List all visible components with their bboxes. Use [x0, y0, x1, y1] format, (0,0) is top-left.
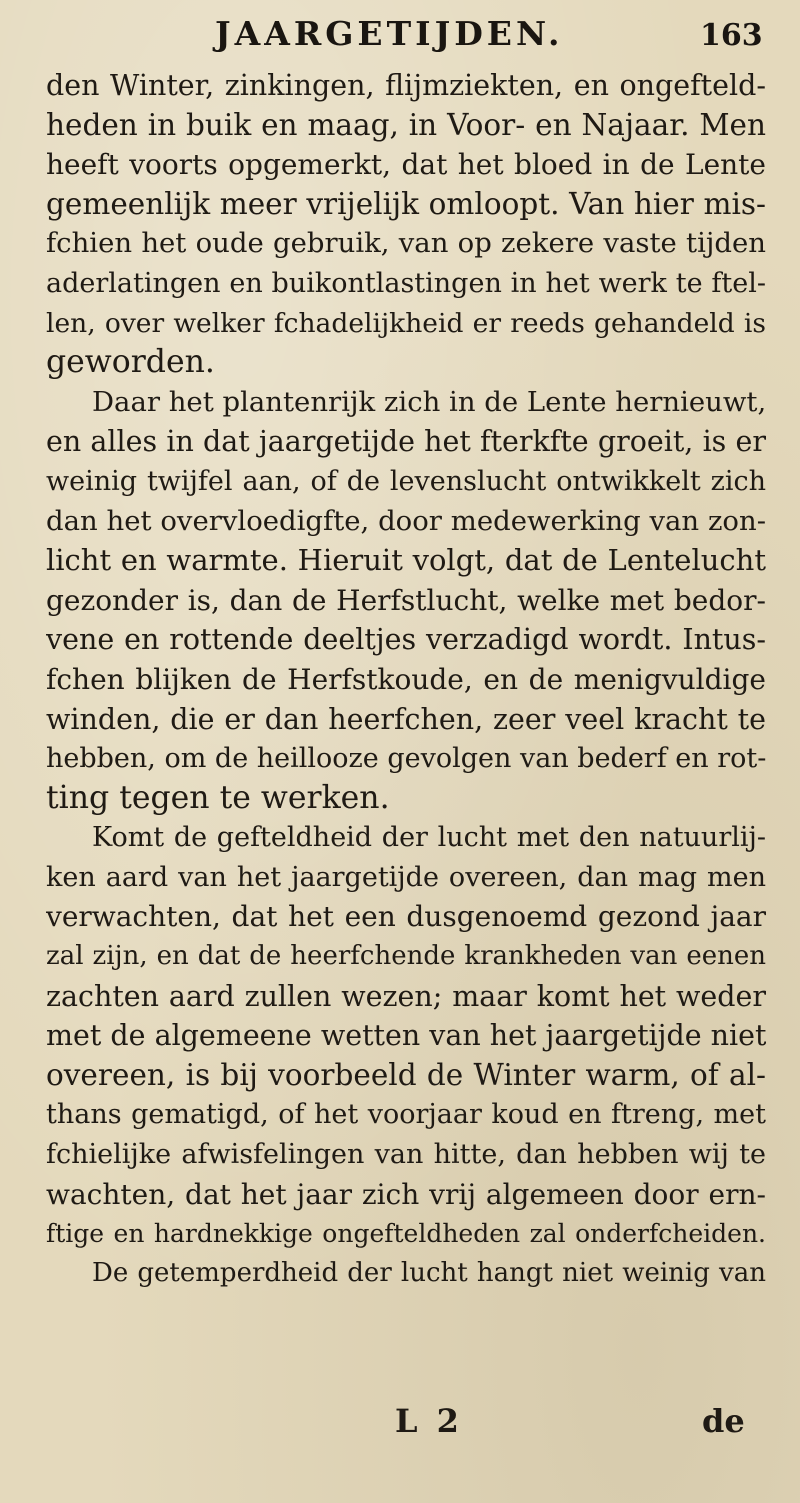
text-line: en alles in dat jaargetijde het fterkfte groeit, is er	[46, 425, 766, 459]
text-line: weinig twijfel aan, of de levenslucht ontwikkelt zich	[46, 465, 766, 497]
text-line: heeft voorts opgemerkt, dat het bloed in de Lente	[46, 148, 766, 182]
text-line: fchien het oude gebruik, van op zekere vaste tijden	[46, 227, 766, 260]
text-line: zal zijn, en dat de heerfchende krankheden van eenen	[46, 941, 766, 972]
text-line: licht en warmte. Hieruit volgt, dat de Lentelucht	[46, 543, 766, 578]
text-line: fchielijke afwisfelingen van hitte, dan hebben wij te	[46, 1139, 766, 1171]
page-number: 163	[700, 18, 763, 53]
text-line: den Winter, zinkingen, flijmziekten, en ongefteld-	[46, 69, 766, 102]
text-line: thans gematigd, of het voorjaar koud en ftreng, met	[46, 1099, 766, 1131]
text-line: fchen blijken de Herfstkoude, en de menigvuldige	[46, 662, 766, 696]
text-line: winden, die er dan heerfchen, zeer veel kracht te	[46, 702, 766, 736]
text-line: heden in buik en maag, in Voor- en Najaar. Men	[46, 107, 766, 142]
text-line: vene en rottende deeltjes verzadigd wordt. Intus-	[46, 623, 766, 657]
paragraph-start: Komt de gefteldheid der lucht met den natuurlij-	[92, 822, 766, 854]
text-line: hebben, om de heillooze gevolgen van bederf en rot-	[46, 743, 766, 775]
text-line: ftige en hardnekkige ongefteldheden zal onderfcheiden.	[46, 1219, 766, 1249]
text-line: met de algemeene wetten van het jaargetijde niet	[46, 1019, 766, 1053]
body-text	[46, 66, 766, 1293]
text-line: dan het overvloedigfte, door medewerking van zon-	[46, 504, 766, 537]
running-head: JAARGETIJDEN.	[215, 14, 564, 53]
text-line: gemeenlijk meer vrijelijk omloopt. Van hier mis-	[46, 186, 766, 221]
page-footer	[0, 1402, 800, 1462]
paragraph-start: De getemperdheid der lucht hangt niet weinig van	[92, 1257, 766, 1288]
text-line: zachten aard zullen wezen; maar komt het weder	[46, 979, 766, 1013]
text-line: wachten, dat het jaar zich vrij algemeen door ern-	[46, 1177, 766, 1211]
text-line: ken aard van het jaargetijde overeen, dan mag men	[46, 861, 766, 893]
text-line: geworden.	[46, 344, 215, 381]
text-line: ting tegen te werken.	[46, 779, 390, 816]
page-header	[0, 8, 800, 58]
text-line: verwachten, dat het een dusgenoemd gezond jaar	[46, 900, 766, 934]
signature-mark: L 2	[395, 1402, 463, 1440]
text-line: gezonder is, dan de Herfstlucht, welke met bedor-	[46, 583, 766, 617]
text-line: aderlatingen en buikontlastingen in het werk te ftel-	[46, 267, 766, 299]
catchword: de	[702, 1402, 745, 1440]
text-line: len, over welker fchadelijkheid er reeds gehandeld is	[46, 307, 766, 339]
text-line: overeen, is bij voorbeeld de Winter warm, of al-	[46, 1057, 766, 1092]
paragraph-start: Daar het plantenrijk zich in de Lente hernieuwt,	[92, 385, 766, 418]
